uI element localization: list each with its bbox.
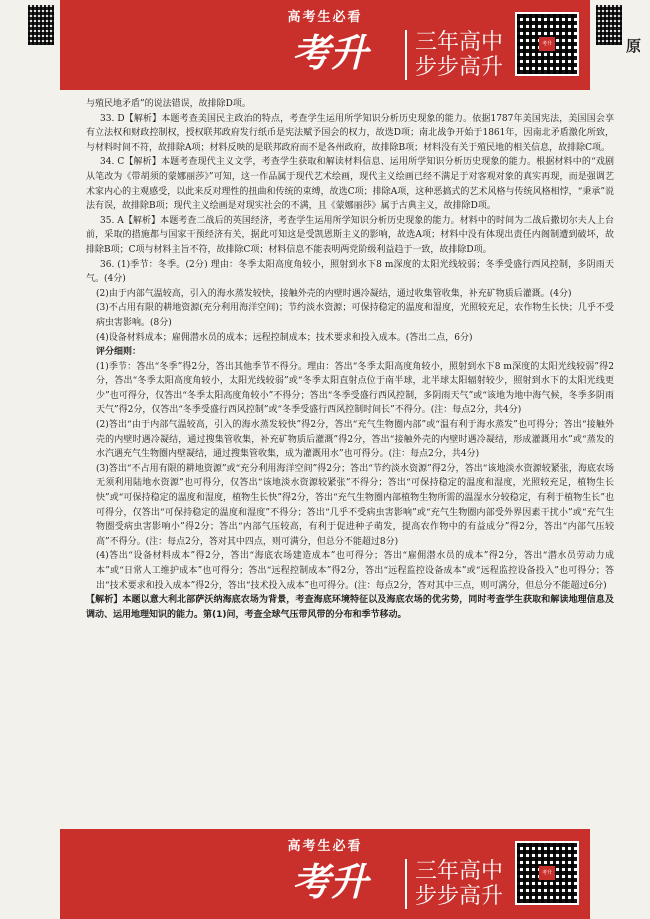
banner-tagline: 高考生必看	[287, 839, 363, 854]
answer-paragraph: 33. D【解析】本题考查美国民主政治的特点，考查学生运用所学知识分析历史现象的能力。依据1787年美国宪法，美国国会享有立法权和财政控制权，授权联邦政府发行纸币是宪法赋予国会的权力，故选D项；南北战争开始于1861年，因南北矛盾激化所致，与材料时间不符，故排除A项；材料反映的是联邦政府而不是各州政府，故排除B项；材料没有关于殖民地的相关信息，故排除C项。	[86, 113, 614, 153]
side-qr-code-right	[596, 5, 622, 45]
answer-paragraph: 与殖民地矛盾”的说法错误，故排除D项。	[86, 99, 251, 109]
answer-paragraph: 35. A【解析】本题考查二战后的英国经济，考查学生运用所学知识分析历史现象的能力。材料中的时间为二战后撒切尔夫人上台前，采取的措施都与国家干预经济有关，据此可知这是受凯恩斯主义的影响，故选A项；材料中没有体现出责任内阁制遭到破坏，故排除B项；C项与材料主旨不符，故排除C项；材料信息不能表明两党阶级利益趋于一致，故排除D项。	[86, 215, 614, 255]
side-qr-code-left	[28, 5, 54, 45]
qr-badge: 考升	[539, 37, 555, 51]
answer-paragraph: 34. C【解析】本题考查现代主义文学，考查学生获取和解读材料信息、运用所学知识分析历史现象的能力。根据材料中的“戏剧从笔改为《带胡须的蒙娜丽莎》”可知，这一作品属于现代艺术绘画，现代主义绘画已经不满足于对客观对象的真实再现，而是强调艺术家内心的主观感受，以此来反对理性的扭曲和传统的束缚，故选C项；排除A项，这种恶搞式的艺术风格与传统风格相悖，“秉承”说法有误，故排除B项；现代主义绘画是对现实社会的不满，且《蒙娜丽莎》属于古典主义，故排除D项。	[86, 157, 614, 212]
slogan-line-2: 步步高升	[415, 55, 504, 80]
slogan-line-1: 三年高中	[415, 30, 504, 55]
slogan-line-1: 三年高中	[415, 859, 504, 884]
banner-logo: 考升	[292, 31, 369, 75]
banner-slogan	[405, 859, 503, 909]
edge-char-right: 原	[626, 37, 642, 55]
answer-paragraph: (1)季节：答出“冬季”得2分，答出其他季节不得分。理由：答出“冬季太阳高度角较小，照射到水下8 m深度的太阳光线较弱”得2分，答出“冬季太阳高度角较小，太阳光线较弱”或“冬季太阳直射点位于南半球，北半球太阳辐射较少，照射到水下的太阳光线更少”也可得分，仅答出“冬季太阳高度角较小”不得分；答出“冬季受盛行西风控制，多阴雨天气”或“该地为地中海气候，冬季多阴雨天气”得2分，仅答出“冬季受盛行西风控制”或“冬季受盛行西风控制时间长”不得分。(注：每点2分，共4分)	[96, 361, 614, 416]
answer-paragraph: 36. (1)季节：冬季。(2分) 理由：冬季太阳高度角较小，照射到水下8 m深度的太阳光线较弱；冬季受盛行西风控制，多阴雨天气。(4分)	[86, 259, 614, 285]
answer-paragraph: (3)答出“不占用有限的耕地资源”或“充分利用海洋空间”得2分；答出“节约淡水资源”得2分，答出“该地淡水资源较紧张，海底农场无须利用陆地水资源”也可得分，仅答出“该地淡水资源较紧张”不得分；答出“可保持稳定的温度和湿度，光照较充足，植物生长快”或“可保持稳定的温度和湿度，植物生长快”得2分，答出“充气生物圈内部植物生物所需的温湿水分较稳定，有利于植物生长”也可得分，仅答出“可保持稳定的温度和湿度”不得分；答出“几乎不受病虫害影响”或“充气生物圈内部受外界因素干扰小”或“充气生物圈受病虫害影响小”得2分；答出“内部气压较高，有利于促进种子萌发，提高农作物中的有益成分”得2分，答出“内部气压较高”不得分。(注：每点2分，答对其中四点，则可满分，但总分不能超过8分)	[96, 463, 614, 547]
slogan-line-2: 步步高升	[415, 884, 504, 909]
answer-text-body	[86, 97, 614, 622]
bottom-ad-banner[interactable]	[60, 829, 590, 919]
answer-paragraph: (2)由于内部气温较高，引入的海水蒸发较快，接触外壳的内壁时遇冷凝结，通过收集管收集，补充矿物质后灌溉。(4分)	[96, 288, 572, 299]
answer-paragraph: 评分细则：	[96, 347, 142, 358]
answer-paragraph: 【解析】本题以意大利北部萨沃纳海底农场为背景，考查海底环境特征以及海底农场的优劣势，同时考查学生获取和解读地理信息及调动、运用地理知识的能力。第(1)问，考查全球气压带风带的分布和季节移动。	[86, 595, 614, 620]
answer-paragraph: (2)答出“由于内部气温较高，引入的海水蒸发较快”得2分，答出“充气生物圈内部”或“温有利于海水蒸发”也可得分；答出“接触外壳的内壁时遇冷凝结，通过搜集管收集，补充矿物质后灌溉”得2分，答出“接触外壳的内壁时遇冷凝结，形成灌溉用水”或“蒸发的水汽遇充气生物圈内壁凝结，通过搜集管收集，成为灌溉用水”也可得分。(注：每点2分，共4分)	[96, 420, 614, 460]
answer-paragraph: (3)不占用有限的耕地资源(充分利用海洋空间)；节约淡水资源；可保持稳定的温度和湿度，光照较充足，农作物生长快；几乎不受病虫害影响。(8分)	[96, 303, 614, 328]
top-ad-banner[interactable]	[60, 0, 590, 90]
banner-logo: 考升	[292, 860, 369, 904]
answer-paragraph: (4)设备材料成本；雇佣潜水员的成本；远程控制成本；技术要求和投入成本。(答出二点，6分)	[96, 332, 473, 343]
qr-badge: 考升	[539, 866, 555, 880]
answer-paragraph: (4)答出“设备材料成本”得2分，答出“海底农场建造成本”也可得分；答出“雇佣潜水员的成本”得2分，答出“潜水员劳动力成本”或“日常人工维护成本”也可得分；答出“远程控制成本”得2分，答出“远程监控设备成本”或“远程监控设备投入”也可得分；答出“技术要求和投入成本”得2分，答出“技术投入成本”也可得分。(注：每点2分，答对其中三点，则可满分，但总分不能超过6分)	[96, 551, 614, 591]
qr-code[interactable]	[515, 12, 579, 76]
banner-tagline: 高考生必看	[287, 10, 363, 25]
banner-slogan	[405, 30, 503, 80]
qr-code[interactable]	[515, 841, 579, 905]
